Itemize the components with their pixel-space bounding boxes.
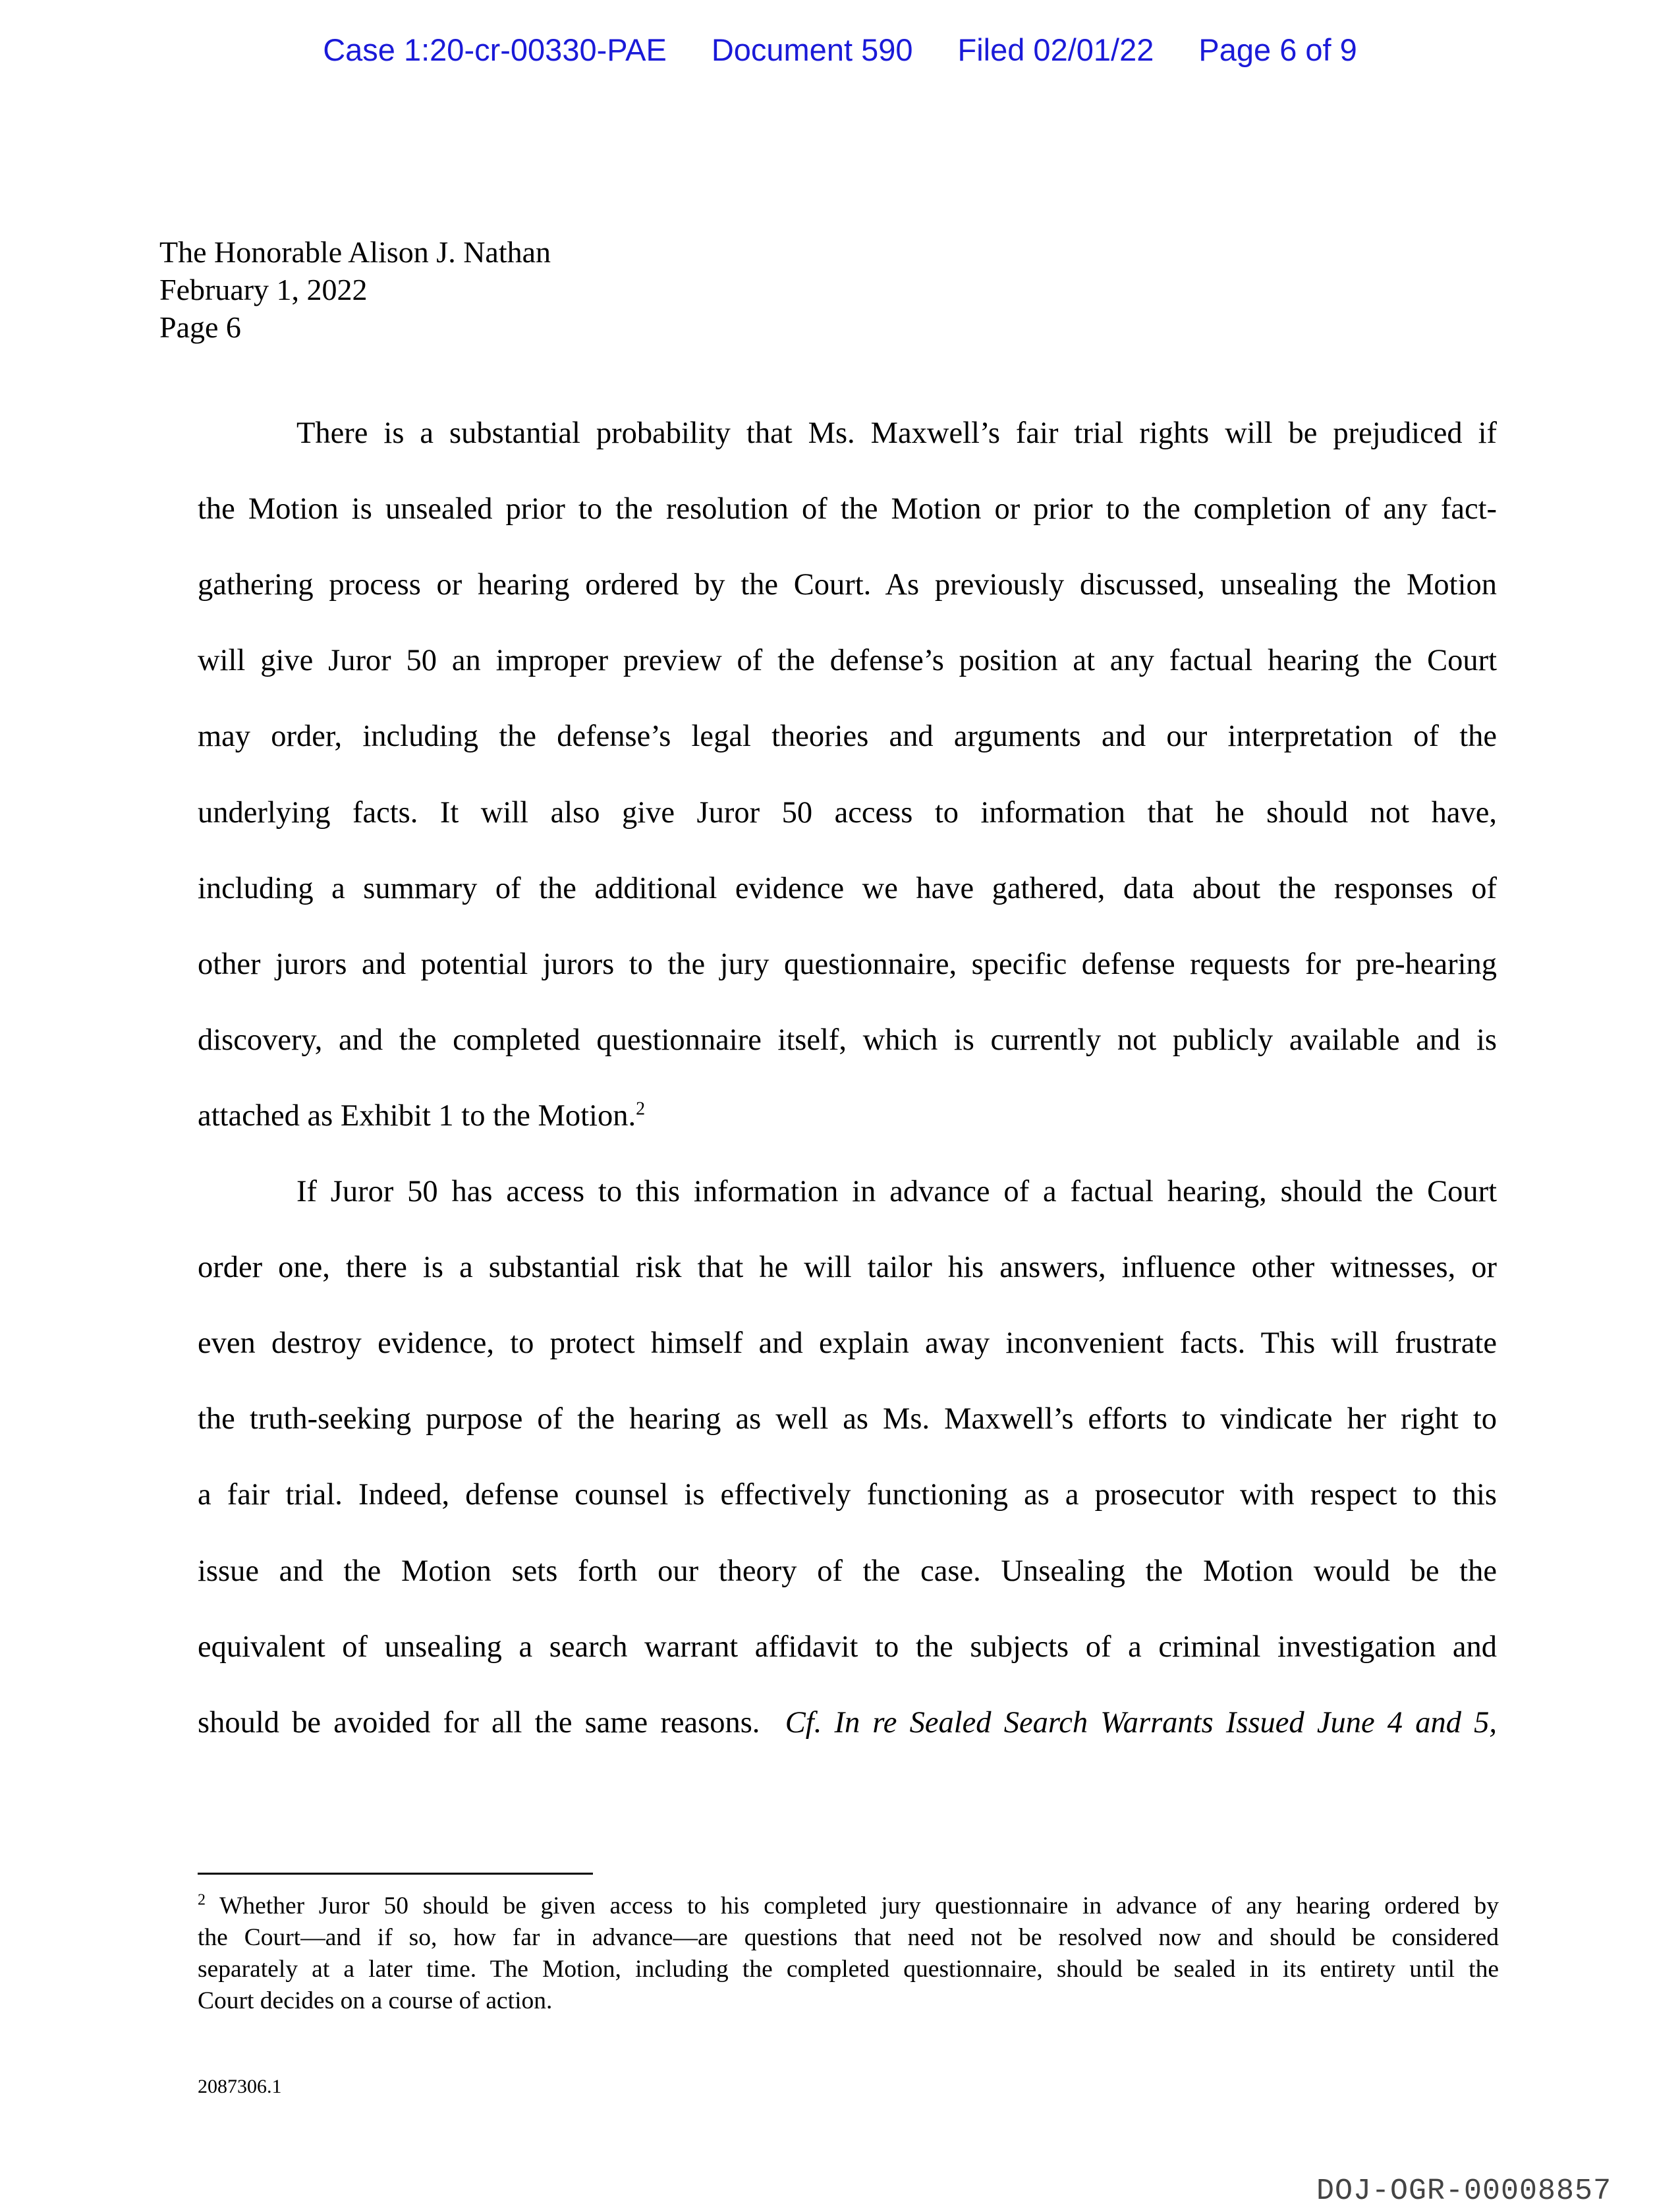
text-line: Court decides on a course of action. (198, 1987, 553, 2014)
case-number: Case 1:20-cr-00330-PAE (323, 32, 667, 67)
text-line: There is a substantial probability that Ms. Maxwell’s fair trial rights will be prejudiced if (296, 416, 1497, 450)
text-line: gathering process or hearing ordered by the Court. As previously discussed, unsealing the Motion (198, 568, 1497, 602)
text-line (198, 1705, 1497, 1742)
document-number: Document 590 (711, 32, 913, 67)
footnote-number: 2 (198, 1891, 206, 1909)
text-line: other jurors and potential jurors to the jury questionnaire, specific defense requests for pre-hearing (198, 947, 1497, 981)
footnote-reference[interactable]: 2 (636, 1098, 646, 1120)
text-line: the Court—and if so, how far in advance—are questions that need not be resolved now and should be considered (198, 1924, 1499, 1951)
footnote-separator (198, 1873, 593, 1875)
ecf-header (0, 32, 1680, 68)
document-id: 2087306.1 (198, 2076, 282, 2097)
text-line: discovery, and the completed questionnaire itself, which is currently not publicly available and is (198, 1023, 1497, 1057)
text-line: order one, there is a substantial risk that he will tailor his answers, influence other witnesses, or (198, 1251, 1497, 1285)
filed-date: Filed 02/01/22 (957, 32, 1154, 67)
line-text: attached as Exhibit 1 to the Motion. (198, 1098, 636, 1133)
signal-cf: Cf. (785, 1705, 822, 1740)
text-line: the Motion is unsealed prior to the resolution of the Motion or prior to the completion of any fact- (198, 492, 1497, 526)
letter-page: Page 6 (159, 310, 241, 344)
bates-number: DOJ-OGR-00008857 (1316, 2174, 1612, 2208)
text-line: including a summary of the additional evidence we have gathered, data about the responses of (198, 871, 1497, 905)
page-count: Page 6 of 9 (1198, 32, 1357, 67)
line-text: Whether Juror 50 should be given access to his completed jury questionnaire in advance of any hearing ordered by (206, 1892, 1499, 1919)
case-citation: In re Sealed Search Warrants Issued June 4 and 5, (822, 1705, 1498, 1740)
text-line: underlying facts. It will also give Juror 50 access to information that he should not have, (198, 795, 1497, 830)
text-line: a fair trial. Indeed, defense counsel is effectively functioning as a prosecutor with respect to this (198, 1478, 1497, 1512)
text-line: equivalent of unsealing a search warrant affidavit to the subjects of a criminal investigation and (198, 1630, 1497, 1664)
text-line: even destroy evidence, to protect himself and explain away inconvenient facts. This will frustrate (198, 1326, 1497, 1361)
text-line: separately at a later time. The Motion, including the completed questionnaire, should be sealed in its entirety until the (198, 1956, 1499, 1983)
text-line (198, 1098, 1497, 1135)
letter-date: February 1, 2022 (159, 273, 368, 306)
text-line: the truth-seeking purpose of the hearing as well as Ms. Maxwell’s efforts to vindicate her right to (198, 1402, 1497, 1436)
text-line: issue and the Motion sets forth our theory of the case. Unsealing the Motion would be the (198, 1554, 1497, 1588)
text-line: may order, including the defense’s legal theories and arguments and our interpretation of the (198, 720, 1497, 754)
text-line: will give Juror 50 an improper preview of the defense’s position at any factual hearing the Court (198, 644, 1497, 678)
line-text: should be avoided for all the same reasons. (198, 1705, 785, 1740)
text-line: If Juror 50 has access to this information in advance of a factual hearing, should the Court (296, 1175, 1497, 1208)
text-line (198, 1891, 1499, 1921)
recipient: The Honorable Alison J. Nathan (159, 235, 551, 269)
